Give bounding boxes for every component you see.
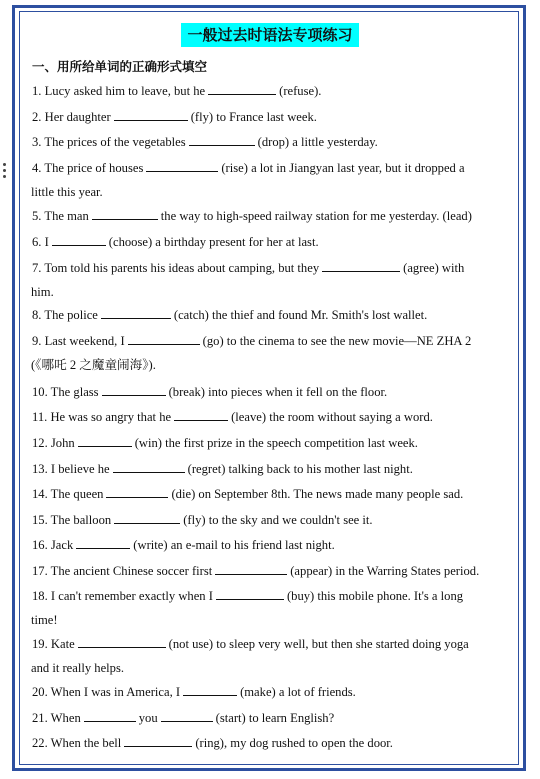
- question-item: [32, 482, 512, 506]
- question-text: Her daughter: [44, 110, 111, 124]
- question-number: 8.: [32, 308, 45, 322]
- question-text: (agree) with: [403, 261, 465, 275]
- question-text: (win) the first prize in the speech competition last week.: [134, 436, 418, 450]
- question-text: Last weekend, I: [44, 334, 125, 348]
- question-text: (leave) the room without saying a word.: [231, 410, 433, 424]
- drag-handle-icon[interactable]: [1, 163, 7, 178]
- answer-blank[interactable]: [76, 536, 130, 549]
- question-number: 6.: [32, 235, 45, 249]
- question-text: (drop) a little yesterday.: [257, 135, 378, 149]
- question-number: 4.: [32, 161, 45, 175]
- question-text: I can't remember exactly when I: [50, 589, 213, 603]
- question-text: (rise) a lot in Jiangyan last year, but it dropped a: [221, 161, 465, 175]
- question-number: 3.: [32, 135, 45, 149]
- question-text: (fly) to France last week.: [190, 110, 317, 124]
- question-text: (regret) talking back to his mother last night.: [187, 462, 413, 476]
- question-continuation: and it really helps.: [31, 661, 125, 675]
- question-item: [32, 303, 512, 327]
- question-item: [32, 508, 512, 532]
- answer-blank[interactable]: [101, 306, 171, 319]
- question-text: (ring), my dog rushed to open the door.: [195, 736, 393, 750]
- question-text: I believe he: [50, 462, 110, 476]
- question-number: 17.: [32, 564, 51, 578]
- question-number: 15.: [32, 513, 51, 527]
- question-text: (write) an e-mail to his friend last night.: [133, 538, 335, 552]
- answer-blank[interactable]: [146, 159, 218, 172]
- question-number: 1.: [32, 84, 45, 98]
- question-item: [32, 731, 512, 755]
- question-text: (start) to learn English?: [215, 711, 335, 725]
- question-text: (make) a lot of friends.: [240, 685, 356, 699]
- question-item: [32, 204, 512, 228]
- question-text: I: [44, 235, 49, 249]
- question-text: (catch) the thief and found Mr. Smith's lost wallet.: [173, 308, 428, 322]
- answer-blank[interactable]: [84, 709, 136, 722]
- question-text: Jack: [50, 538, 74, 552]
- question-item: [32, 79, 512, 103]
- question-text: (not use) to sleep very well, but then she started doing yoga: [168, 637, 469, 651]
- question-item: [32, 130, 512, 154]
- question-text: you: [138, 711, 158, 725]
- question-text: (buy) this mobile phone. It's a long: [286, 589, 464, 603]
- question-text: the way to high-speed railway station for me yesterday. (lead): [160, 209, 472, 223]
- question-number: 12.: [32, 436, 51, 450]
- question-number: 11.: [32, 410, 51, 424]
- question-number: 10.: [32, 385, 51, 399]
- question-text: The balloon: [50, 513, 112, 527]
- answer-blank[interactable]: [114, 108, 188, 121]
- question-item: [32, 632, 512, 680]
- answer-blank[interactable]: [216, 587, 284, 600]
- answer-blank[interactable]: [322, 259, 400, 272]
- question-text: The glass: [50, 385, 99, 399]
- question-continuation: time!: [31, 613, 58, 627]
- question-number: 18.: [32, 589, 51, 603]
- question-number: 14.: [32, 487, 51, 501]
- question-continuation: (《哪吒 2 之魔童闹海》).: [31, 358, 156, 372]
- question-text: (break) into pieces when it fell on the floor.: [168, 385, 388, 399]
- answer-blank[interactable]: [92, 207, 158, 220]
- question-text: (choose) a birthday present for her at last.: [108, 235, 319, 249]
- question-text: The prices of the vegetables: [44, 135, 186, 149]
- question-item: [32, 105, 512, 129]
- question-continuation: little this year.: [31, 185, 103, 199]
- question-number: 9.: [32, 334, 45, 348]
- answer-blank[interactable]: [106, 485, 168, 498]
- answer-blank[interactable]: [102, 383, 166, 396]
- question-number: 5.: [32, 209, 45, 223]
- question-text: (die) on September 8th. The news made many people sad.: [171, 487, 464, 501]
- answer-blank[interactable]: [128, 332, 200, 345]
- question-number: 19.: [32, 637, 51, 651]
- question-number: 2.: [32, 110, 45, 124]
- question-text: When the bell: [50, 736, 122, 750]
- question-continuation: him.: [31, 285, 54, 299]
- question-item: [32, 230, 512, 254]
- answer-blank[interactable]: [215, 562, 287, 575]
- question-number: 21.: [32, 711, 51, 725]
- answer-blank[interactable]: [174, 408, 228, 421]
- question-text: (go) to the cinema to see the new movie—NE ZHA 2: [202, 334, 472, 348]
- answer-blank[interactable]: [124, 734, 192, 747]
- question-item: [32, 431, 512, 455]
- question-item: [32, 380, 512, 404]
- question-text: When I was in America, I: [50, 685, 181, 699]
- question-text: (appear) in the Warring States period.: [290, 564, 480, 578]
- question-number: 22.: [32, 736, 51, 750]
- question-text: Tom told his parents his ideas about camping, but they: [44, 261, 320, 275]
- answer-blank[interactable]: [189, 133, 255, 146]
- answer-blank[interactable]: [78, 635, 166, 648]
- page-title: 一般过去时语法专项练习: [181, 23, 358, 47]
- question-text: When: [50, 711, 81, 725]
- answer-blank[interactable]: [114, 511, 180, 524]
- section-heading: 一、用所给单词的正确形式填空: [32, 59, 208, 74]
- question-item: [32, 457, 512, 481]
- question-item: [32, 533, 512, 557]
- question-item: [32, 584, 512, 632]
- question-item: [32, 156, 512, 204]
- question-item: [32, 256, 512, 304]
- answer-blank[interactable]: [183, 683, 237, 696]
- question-number: 7.: [32, 261, 45, 275]
- answer-blank[interactable]: [78, 434, 132, 447]
- question-text: The price of houses: [44, 161, 144, 175]
- question-number: 16.: [32, 538, 51, 552]
- question-item: [32, 405, 512, 429]
- question-text: The police: [44, 308, 98, 322]
- question-text: (fly) to the sky and we couldn't see it.: [183, 513, 373, 527]
- question-item: [32, 559, 512, 583]
- question-text: John: [50, 436, 75, 450]
- question-text: The ancient Chinese soccer first: [50, 564, 213, 578]
- answer-blank[interactable]: [208, 82, 276, 95]
- question-text: Lucy asked him to leave, but he: [44, 84, 206, 98]
- question-item: [32, 706, 512, 730]
- answer-blank[interactable]: [113, 460, 185, 473]
- question-text: He was so angry that he: [50, 410, 172, 424]
- question-item: [32, 329, 512, 377]
- question-text: The queen: [50, 487, 104, 501]
- question-text: (refuse).: [279, 84, 322, 98]
- question-number: 20.: [32, 685, 51, 699]
- answer-blank[interactable]: [161, 709, 213, 722]
- question-text: Kate: [50, 637, 75, 651]
- question-number: 13.: [32, 462, 51, 476]
- answer-blank[interactable]: [52, 233, 106, 246]
- question-item: [32, 680, 512, 704]
- question-text: The man: [44, 209, 89, 223]
